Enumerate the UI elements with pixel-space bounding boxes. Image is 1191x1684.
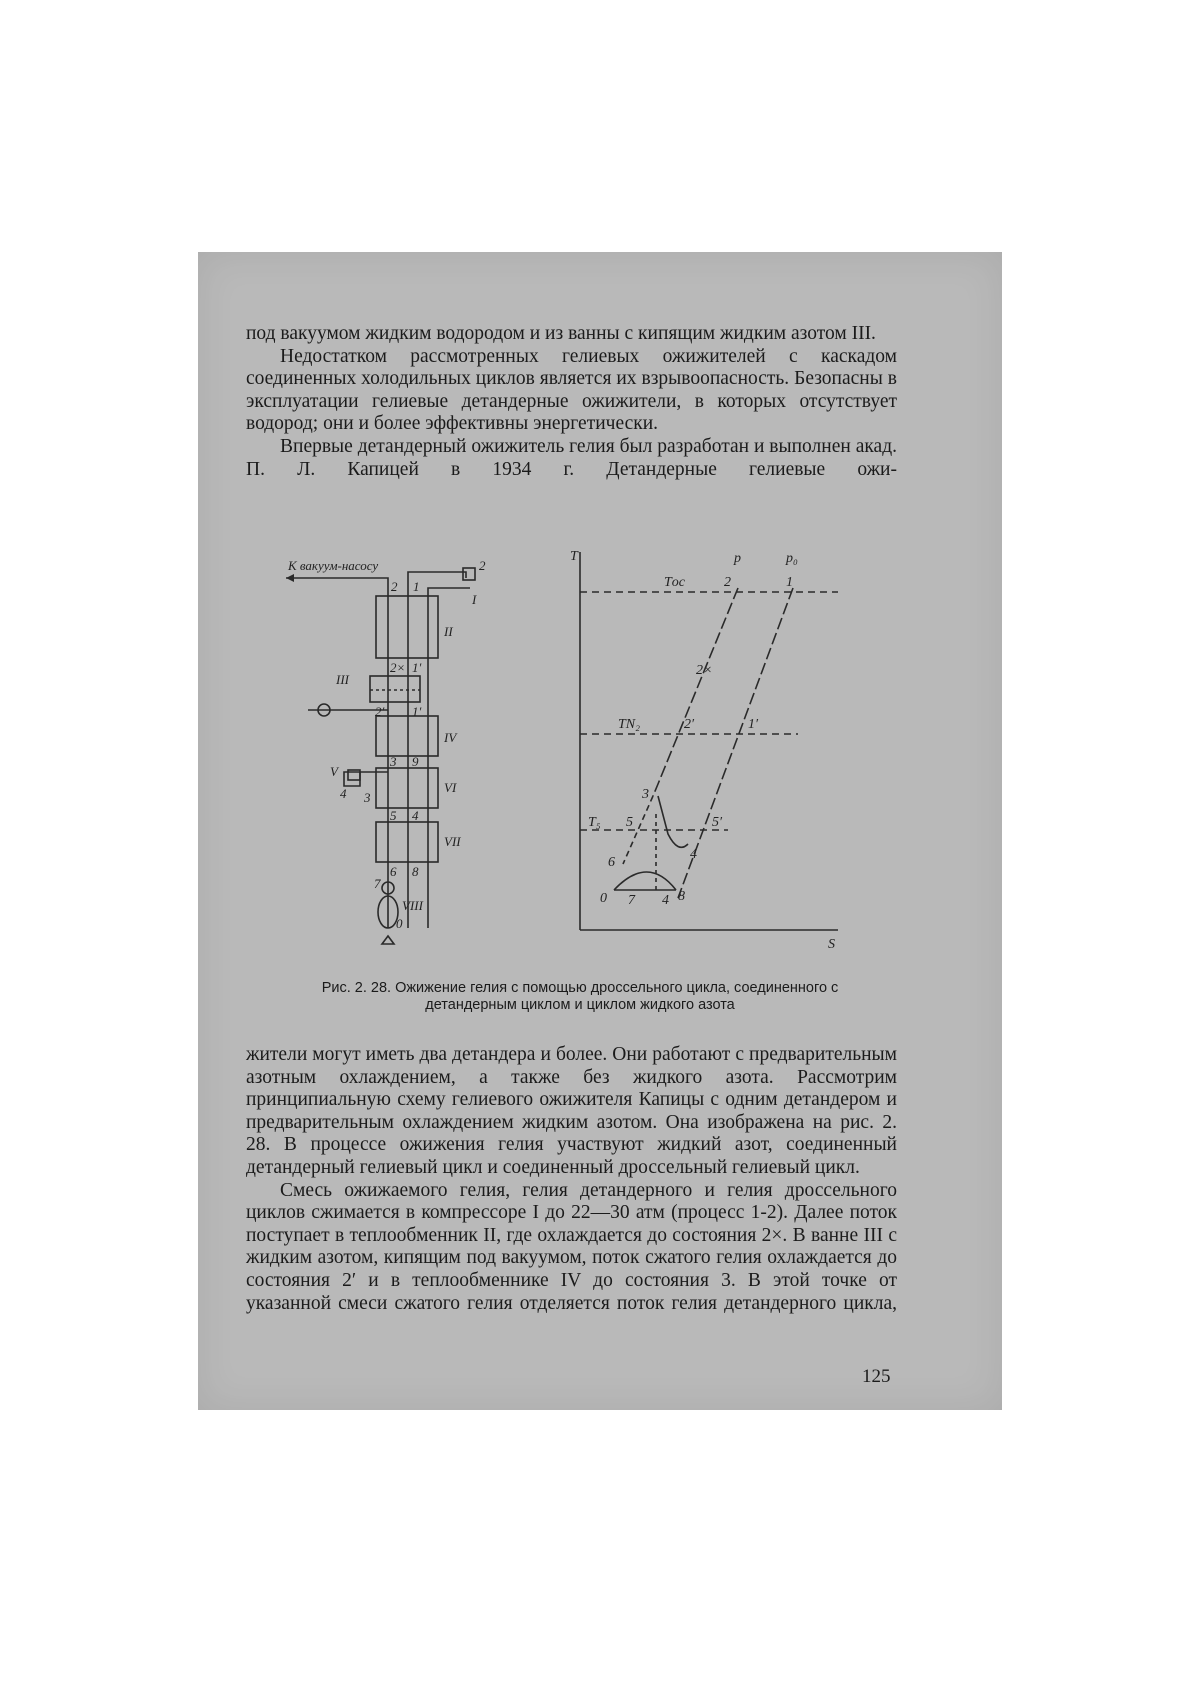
text-block-bottom [246,1044,897,1315]
label: III [336,672,349,687]
paragraph: Впервые детандерный ожижитель гелия был разработан и выполнен акад. П. Л. Капицей в 1934 г. Детандерные гелиевые ожи- [246,435,897,480]
figure-caption [270,980,890,1014]
figure-2-28 [278,544,858,954]
label: 3 [364,790,371,805]
label-isobar-p: p [734,551,741,566]
isobar-p [653,588,738,796]
label: 2 [391,579,398,594]
schematic-labels [287,558,486,931]
label: 7 [374,876,381,891]
label-T5: T₅ [588,815,601,830]
label-point-8: 8 [678,889,685,904]
label: 8 [412,864,419,879]
label-point-5p: 5′ [712,815,723,830]
label-point-2: 2 [724,575,731,590]
paragraph: Смесь ожижаемого гелия, гелия детандерного и гелия дроссельного циклов сжимается в компрессоре I до 22—30 атм (процесс 1-2). Далее поток поступает в теплообменник II, где охлаждается до состояния 2×. В ванне III с жидким азотом, кипящим под вакуумом, поток сжатого гелия охлаждается до состояния 2′ и в теплообменнике IV до состояния 3. В этой точке от указанной смеси сжатого гелия отделяется поток гелия детандерного цикла, [246,1179,897,1314]
paragraph: под вакуумом жидким водородом и из ванны с кипящим жидким азотом III. [246,323,876,344]
label: 3 [390,754,397,769]
label-TN2: TN₂ [618,717,640,732]
label: VII [444,834,461,849]
caption-line: детандерным циклом и циклом жидкого азота [425,997,735,1013]
label-point-2x: 2× [696,663,713,678]
label-point-4: 4 [690,847,697,862]
caption-line: Рис. 2. 28. Ожижение гелия с помощью дроссельного цикла, соединенного с [321,980,839,996]
label-Toc: Tос [664,575,685,590]
label-point-4b: 4 [662,893,669,908]
expander-branch [658,796,688,847]
label: VIII [402,898,423,913]
label: 5 [390,808,397,823]
label: 2′ [375,704,385,719]
label: 1 [413,579,420,594]
label-axis-S: S [828,937,835,952]
text-block-top [246,323,897,481]
label-point-6: 6 [608,855,615,870]
label-point-1: 1 [786,575,793,590]
label: II [444,624,453,639]
label: 6 [390,864,397,879]
label-point-3: 3 [642,787,649,802]
label-point-0: 0 [600,891,607,906]
label-point-7: 7 [628,893,635,908]
figure-drawing [278,544,858,954]
saturation-dome [614,872,676,890]
label: IV [444,730,457,745]
ts-labels [570,549,835,952]
label: I [472,592,477,607]
label-point-2p: 2′ [684,717,695,732]
compressor-I [463,568,475,580]
ts-diagram [580,552,838,930]
label: 2 [479,558,486,573]
label: 0 [396,916,403,931]
page-number: 125 [862,1366,891,1387]
label: 1′ [412,704,422,719]
label-isobar-p0: p₀ [786,551,798,566]
expander-line [344,772,388,786]
bath-III [370,676,420,702]
label: 1′ [412,660,422,675]
throttle-branch [623,796,653,864]
label-point-1p: 1′ [748,717,759,732]
supply-line [428,588,470,928]
label: 2× [390,660,406,675]
paragraph: Недостатком рассмотренных гелиевых ожижителей с каскадом соединенных холодильных циклов является их взрывоопасность. Безопасны в эксплуатации гелиевые детандерные ожижители, в которых отсутствует водород; они и более эффективны энергетически. [246,345,897,435]
label: 9 [412,754,419,769]
label: V [330,764,338,779]
paragraph: жители могут иметь два детандера и более. Они работают с предварительным азотным охлаждением, а также без жидкого азота. Рассмотрим принципиальную схему гелиевого ожижителя Капицы с одним детандером и предварительным охлаждением жидким азотом. Она изображена на рис. 2. 28. В процессе ожижения гелия участвуют жидкий азот, соединенный детандерный гелиевый цикл и соединенный дроссельный гелиевый цикл. [246,1044,897,1178]
vacuum-line [286,578,388,928]
label: 4 [412,808,419,823]
label-vacuum-pump: К вакуум-насосу [288,558,379,573]
label-axis-T: T [570,549,578,564]
label-point-5: 5 [626,815,633,830]
label: 4 [340,786,347,801]
label: VI [444,780,457,795]
